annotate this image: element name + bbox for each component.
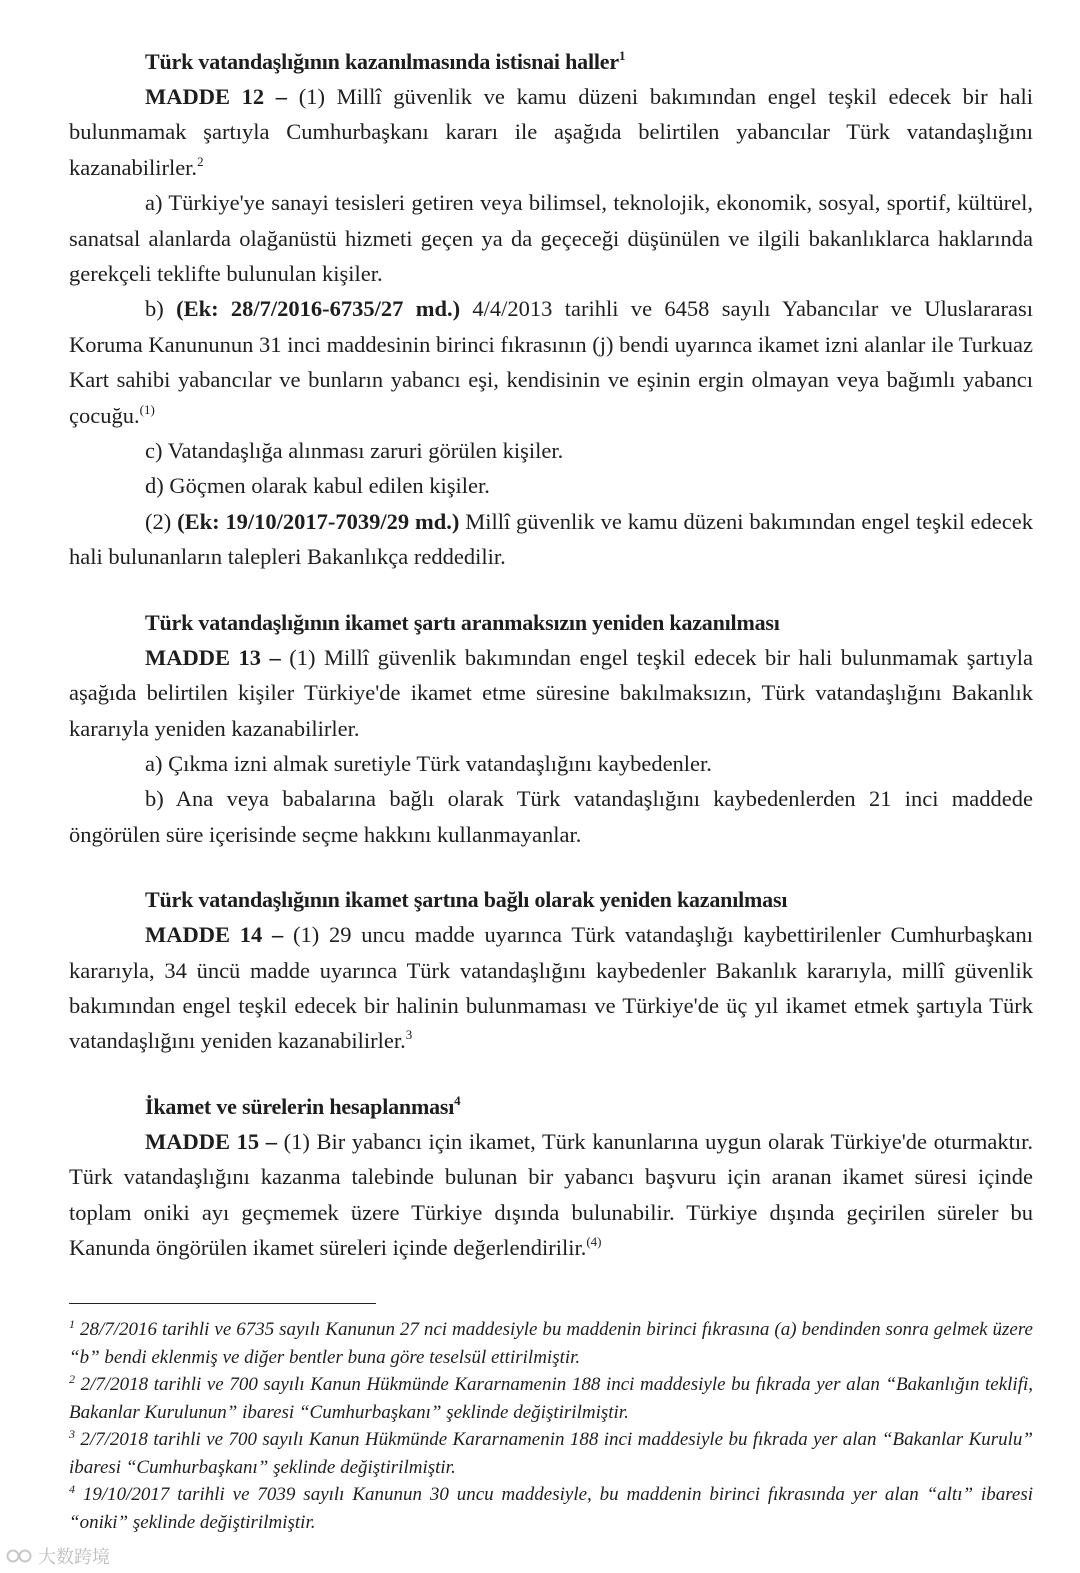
footnotes: [69, 1316, 1033, 1536]
amendment-note: (Ek: 19/10/2017-7039/29 md.): [177, 508, 460, 534]
article-12: [69, 44, 1033, 575]
watermark-logo-icon: [6, 1547, 32, 1565]
footnote-ref-paren-1: (1): [139, 401, 155, 417]
amendment-note: (Ek: 28/7/2016-6735/27 md.): [176, 296, 461, 322]
article-12-paragraph-1: MADDE 12 – (1) Millî güvenlik ve kamu düzeni bakımından engel teşkil edecek bir hali bulunmamak şartıyla Cumhurbaşkanı kararı ile aşağıda belirtilen yabancılar Türk vatandaşlığını kazanabilirler.$^2$: [69, 84, 1033, 180]
article-15: [69, 1089, 1033, 1266]
article-13-item-a: a) Çıkma izni almak suretiyle Türk vatandaşlığını kaybedenler.: [145, 750, 712, 776]
article-12-paragraph-2: (2) (Ek: 19/10/2017-7039/29 md.) Millî güvenlik ve kamu düzeni bakımından engel teşkil edecek hali bulunanların talepleri Bakanlıkça reddedilir.: [69, 508, 1033, 570]
footnote-ref-3: 3: [405, 1027, 413, 1043]
article-13: [69, 605, 1033, 852]
footnote-2: $^2$ 2/7/2018 tarihli ve 700 sayılı Kanun Hükmünde Kararnamenin 188 inci maddesiyle bu fıkrada yer alan “Bakanlığın teklifi, Bakanlar Kurulunun” ibaresi “Cumhurbaşkanı” şeklinde değiştirilmiştir.: [69, 1372, 1033, 1423]
footnote-ref-1: 1: [618, 48, 626, 63]
madde-label: MADDE 12 –: [145, 84, 288, 109]
article-13-paragraph-1: MADDE 13 – (1) Millî güvenlik bakımından engel teşkil edecek bir hali bulunmamak şartıyla aşağıda belirtilen kişiler Türkiye'de ikamet etme süresine bakılmaksızın, Türk vatandaşlığını Bakanlık kararıyla yeniden kazanabilirler.: [69, 644, 1033, 741]
watermark-text: 大数跨境: [38, 1547, 110, 1568]
footnote-ref-4: 4: [454, 1092, 461, 1108]
article-15-paragraph-1: MADDE 15 – (1) Bir yabancı için ikamet, Türk kanunlarına uygun olarak Türkiye'de oturmaktır. Türk vatandaşlığını kazanma talebinde bulunan bir yabancı başvuru için aranan ikamet süresi içinde toplam oniki ayı geçmemek üzere Türkiye dışında bulunabilir. Türkiye dışında geçirilen süreler bu Kanunda öngörülen ikamet süreleri içinde değerlendirilir.$^{(4)}$: [69, 1128, 1033, 1260]
article-12-item-a: a) Türkiye'ye sanayi tesisleri getiren veya bilimsel, teknolojik, ekonomik, sosyal, sportif, kültürel, sanatsal alanlarda olağanüstü hizmeti geçen ya da geçeceği düşünülen ve ilgili bakanlıklarca haklarında gerekçeli teklifte bulunulan kişiler.: [69, 190, 1033, 287]
footnote-ref-paren-4: (4): [586, 1233, 602, 1249]
article-12-item-d: d) Göçmen olarak kabul edilen kişiler.: [145, 473, 490, 499]
article-12-item-b: b) (Ek: 28/7/2016-6735/27 md.) 4/4/2013 tarihli ve 6458 sayılı Yabancılar ve Uluslararası Koruma Kanununun 31 inci maddesinin birinci fıkrasının (j) bendi uyarınca ikamet izni alanlar ile Turkuaz Kart sahibi yabancılar ve bunların yabancı eşi, kendisinin ve eşinin ergin olmayan veya bağımlı yabancı çocuğu.$^{(1)}$: [69, 296, 1033, 428]
madde-label: MADDE 14 –: [145, 922, 284, 948]
article-14-paragraph-1: MADDE 14 – (1) 29 uncu madde uyarınca Türk vatandaşlığı kaybettirilenler Cumhurbaşkanı kararıyla, 34 üncü madde uyarınca Türk vatandaşlığını kaybedenler Bakanlık kararıyla, millî güvenlik bakımından engel teşkil edecek bir halinin bulunmaması ve Türkiye'de üç yıl ikamet etmek şartıyla Türk vatandaşlığını yeniden kazanabilirler.$^3$: [69, 922, 1033, 1054]
madde-label: MADDE 13 –: [145, 644, 281, 670]
footnote-ref-2: 2: [197, 153, 204, 169]
footnote-3: $^3$ 2/7/2018 tarihli ve 700 sayılı Kanun Hükmünde Kararnamenin 188 inci maddesiyle bu fıkrada yer alan “Bakanlar Kurulu” ibaresi “Cumhurbaşkanı” şeklinde değiştirilmiştir.: [69, 1427, 1033, 1478]
article-15-heading: İkamet ve sürelerin hesaplanması$^4$: [145, 1092, 461, 1119]
document-page: [69, 44, 1033, 1265]
watermark: [6, 1543, 110, 1569]
article-12-heading: Türk vatandaşlığının kazanılmasında istisnai haller$^1$: [145, 48, 626, 74]
article-13-item-b: b) Ana veya babalarına bağlı olarak Türk vatandaşlığını kaybedenlerden 21 inci maddede öngörülen süre içerisinde seçme hakkını kullanmayanlar.: [69, 786, 1033, 847]
article-12-item-c: c) Vatandaşlığa alınması zaruri görülen kişiler.: [145, 438, 564, 464]
footnote-separator: [69, 1303, 376, 1304]
article-14: [69, 882, 1033, 1059]
footnote-1: $^1$ 28/7/2016 tarihli ve 6735 sayılı Kanunun 27 nci maddesiyle bu maddenin birinci fıkrasına (a) bendinden sonra gelmek üzere “b” bendi eklenmiş ve diğer bentler buna göre teselsül ettirilmiştir.: [69, 1317, 1033, 1368]
article-13-heading: Türk vatandaşlığının ikamet şartı aranmaksızın yeniden kazanılması: [145, 609, 780, 635]
article-14-heading: Türk vatandaşlığının ikamet şartına bağlı olarak yeniden kazanılması: [145, 887, 788, 913]
madde-label: MADDE 15 –: [145, 1128, 278, 1154]
footnote-4: $^4$ 19/10/2017 tarihli ve 7039 sayılı Kanunun 30 uncu maddesiyle, bu maddenin birinci fıkrasında yer alan “altı” ibaresi “oniki” şeklinde değiştirilmiştir.: [69, 1482, 1033, 1533]
